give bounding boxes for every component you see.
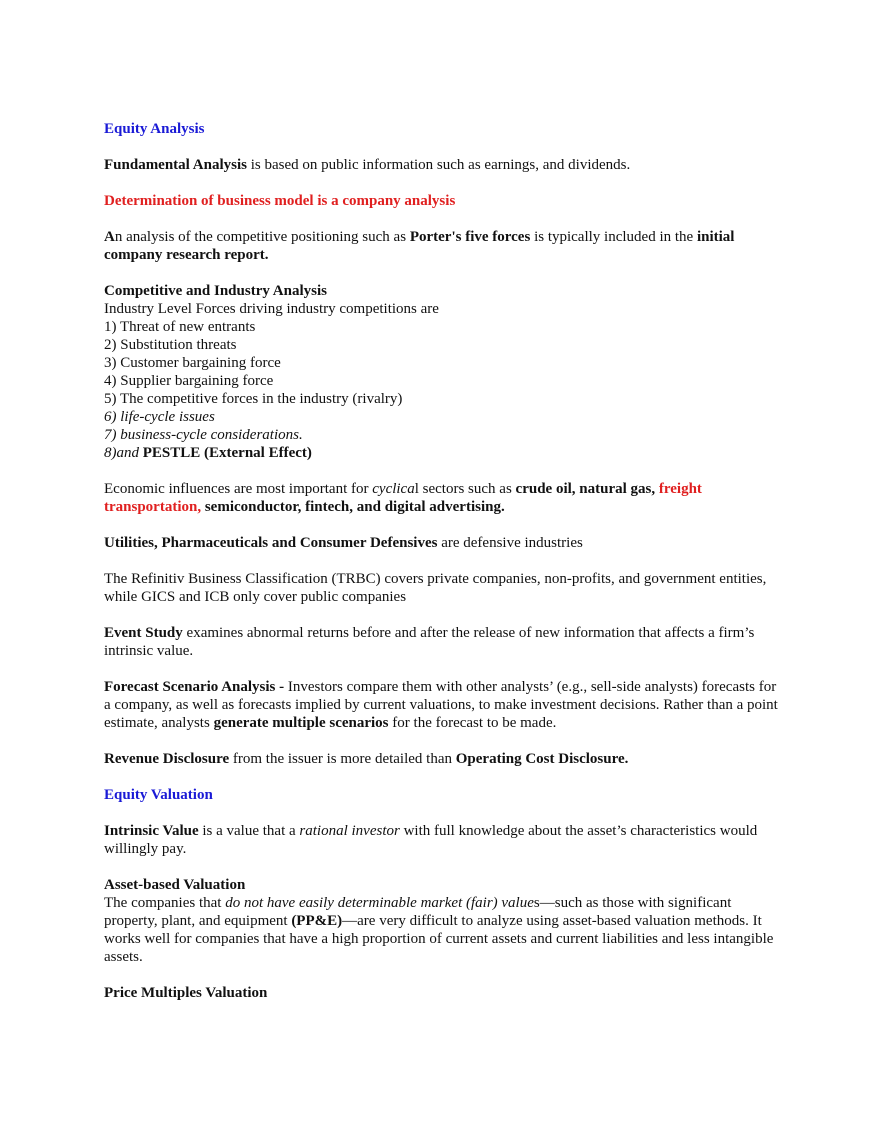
list-item: 3) Customer bargaining force bbox=[104, 355, 281, 371]
section-title-asset-based: Asset-based Valuation bbox=[104, 877, 246, 893]
paragraph-forecast-scenario: Forecast Scenario Analysis - Investors compare them with other analysts’ (e.g., sell-side analysts) forecasts for a company, as well as forecasts implied by current valuations, to make investment decisions. Rather than a point estimate, analysts generate multiple scenarios for the forecast to be made. bbox=[104, 679, 778, 731]
paragraph-intrinsic-value: Intrinsic Value is a value that a rational investor with full knowledge about the asset’s characteristics would willingly pay. bbox=[104, 823, 758, 857]
heading-business-model: Determination of business model is a company analysis bbox=[104, 193, 456, 209]
term-initial-report: initial company research report. bbox=[104, 229, 735, 263]
paragraph-revenue-disclosure: Revenue Disclosure from the issuer is more detailed than Operating Cost Disclosure. bbox=[104, 751, 629, 767]
paragraph-event-study: Event Study examines abnormal returns before and after the release of new information that affects a firm’s intrinsic value. bbox=[104, 625, 755, 659]
paragraph-defensive-industries: Utilities, Pharmaceuticals and Consumer Defensives are defensive industries bbox=[104, 535, 583, 551]
paragraph-asset-based: The companies that do not have easily determinable market (fair) values—such as those with significant property, plant, and equipment (PP&E)—are very difficult to analyze using asset-based valuation methods. It works well for companies that have a high proportion of current assets and current liabilities and less intangible assets. bbox=[104, 895, 774, 965]
list-item: 6) life-cycle issues bbox=[104, 409, 215, 425]
paragraph-fundamental-analysis: Fundamental Analysis is based on public information such as earnings, and dividends. bbox=[104, 157, 631, 173]
heading-equity-valuation: Equity Valuation bbox=[104, 787, 213, 803]
term-fundamental-analysis: Fundamental Analysis bbox=[104, 157, 247, 173]
paragraph-trbc: The Refinitiv Business Classification (TRBC) covers private companies, non-profits, and government entities, while GICS and ICB only cover public companies bbox=[104, 571, 767, 605]
section-title-price-multiples: Price Multiples Valuation bbox=[104, 985, 268, 1001]
list-item: 2) Substitution threats bbox=[104, 337, 237, 353]
paragraph-economic-influences: Economic influences are most important for cyclical sectors such as crude oil, natural gas, freight transportation, semiconductor, fintech, and digital advertising. bbox=[104, 481, 702, 515]
list-item: 5) The competitive forces in the industry (rivalry) bbox=[104, 391, 403, 407]
list-item: 1) Threat of new entrants bbox=[104, 319, 256, 335]
list-item: 7) business-cycle considerations. bbox=[104, 427, 303, 443]
document-page bbox=[104, 120, 784, 1002]
section-title-competitive-analysis: Competitive and Industry Analysis bbox=[104, 283, 327, 299]
list-item: 8)and PESTLE (External Effect) bbox=[104, 445, 312, 461]
list-item: 4) Supplier bargaining force bbox=[104, 373, 274, 389]
forces-intro: Industry Level Forces driving industry competitions are bbox=[104, 301, 439, 317]
paragraph-porter: An analysis of the competitive positioning such as Porter's five forces is typically included in the initial company research report. bbox=[104, 229, 735, 263]
term-porter-five-forces: Porter's five forces bbox=[409, 229, 531, 245]
heading-equity-analysis: Equity Analysis bbox=[104, 121, 205, 137]
